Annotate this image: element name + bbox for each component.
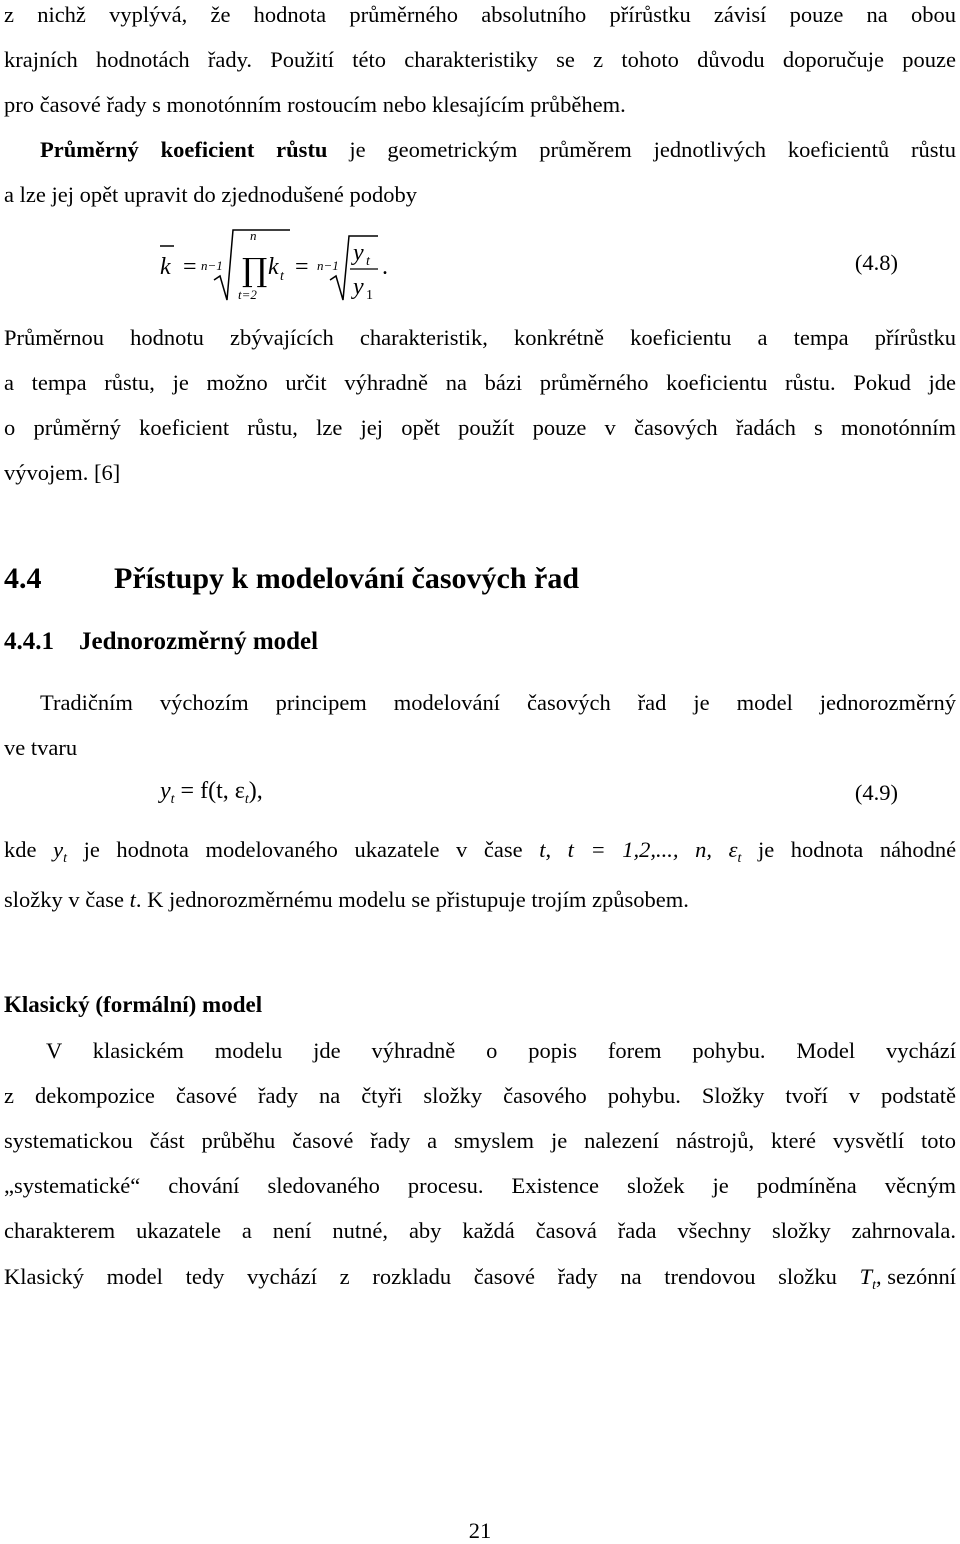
- text-line: pro časové řady s monotónním rostoucím nebo klesajícím průběhem.: [4, 92, 626, 117]
- section-heading: [4, 561, 579, 597]
- equation-number: (4.9): [854, 780, 898, 805]
- text-line: z dekompozice časové řady na čtyři složky časového pohybu. Složky tvoří v podstatě: [4, 1083, 956, 1108]
- text-span: , sezónní: [876, 1264, 957, 1289]
- subsection-number: 4.4.1: [4, 628, 54, 655]
- subscript-t: t: [244, 792, 249, 807]
- text-line: z nichž vyplývá, že hodnota průměrného absolutního přírůstku závisí pouze na obou: [4, 2, 956, 27]
- text-line: V klasickém modelu jde výhradně o popis forem pohybu. Model vychází: [46, 1038, 956, 1063]
- text-line: Průměrnou hodnotu zbývajících charakteristik, konkrétně koeficientu a tempa přírůstku: [4, 325, 956, 350]
- T-symbol: T: [859, 1264, 873, 1289]
- equation-4-9: [160, 778, 263, 808]
- y-symbol: y: [53, 837, 64, 862]
- text-line: ve tvaru: [4, 735, 78, 760]
- text-line: [4, 885, 956, 915]
- epsilon-t-inline: [729, 835, 742, 874]
- t-definition: t = 1,2,..., n,: [567, 837, 712, 862]
- text-span: . K jednorozměrnému modelu se přistupuje trojím způsobem.: [135, 887, 689, 912]
- t-symbol: t: [129, 887, 136, 912]
- text-span: je hodnota modelovaného ukazatele v čase: [83, 837, 523, 862]
- product-lower-limit: t=2: [238, 287, 257, 302]
- text-line: Tradičním výchozím principem modelování časových řad je model jednorozměrný: [40, 690, 956, 715]
- product-upper-limit: n: [250, 228, 257, 243]
- y-symbol: y: [160, 778, 171, 804]
- product-sign: ∏: [242, 251, 268, 289]
- equation-4-8: [150, 222, 410, 304]
- subscript-t: t: [280, 269, 284, 284]
- equation-close: ),: [248, 778, 263, 804]
- text-line: [4, 835, 956, 874]
- text-line: systematickou část průběhu časové řady a smyslem je nalezení nástrojů, které vysvětlí toto: [4, 1128, 956, 1153]
- y-1-symbol: y: [353, 274, 364, 300]
- t-symbol: t: [539, 837, 546, 862]
- section-title: Přístupy k modelování časových řad: [114, 562, 580, 595]
- T-t-inline: [860, 1262, 956, 1301]
- text-line: „systematické“ chování sledovaného procesu. Existence složek je podmíněna věcným: [4, 1173, 956, 1198]
- text-line: a tempa růstu, je možno určit výhradně na bázi průměrného koeficientu růstu. Pokud jde: [4, 370, 956, 395]
- epsilon-symbol: ε: [728, 837, 738, 862]
- text-span: ,: [545, 837, 552, 862]
- root-index: n−1: [201, 258, 223, 273]
- k-t-symbol: k: [268, 254, 279, 280]
- equation-number: (4.8): [854, 250, 898, 275]
- subscript-t: t: [737, 851, 742, 866]
- model-heading: Klasický (formální) model: [4, 992, 263, 1017]
- text-line: [40, 135, 956, 165]
- y-t-symbol: y: [353, 240, 364, 266]
- subscript-1: 1: [366, 288, 373, 303]
- equals-sign: =: [295, 254, 309, 280]
- text-span: Klasický model tedy vychází z rozkladu časové řady na trendovou složku: [4, 1264, 837, 1289]
- subscript-t: t: [366, 254, 370, 269]
- subscript-t: t: [872, 1278, 877, 1293]
- text-span: je geometrickým průměrem jednotlivých koeficientů růstu: [327, 137, 956, 162]
- equation-rhs: = f(t, ε: [180, 778, 245, 804]
- text-line: o průměrný koeficient růstu, lze jej opět použít pouze v časových řadách s monotónním: [4, 415, 956, 440]
- text-span: složky v čase: [4, 887, 124, 912]
- text-line: a lze jej opět upravit do zjednodušené podoby: [4, 182, 417, 207]
- subsection-title: Jednorozměrný model: [79, 628, 319, 655]
- text-line: vývojem. [6]: [4, 460, 121, 485]
- subscript-t: t: [170, 792, 175, 807]
- subscript-t: t: [63, 851, 67, 866]
- text-span: kde: [4, 837, 37, 862]
- text-span: je hodnota náhodné: [757, 837, 957, 862]
- period: .: [382, 254, 388, 280]
- term-average-growth-coefficient: Průměrný koeficient růstu: [40, 137, 328, 162]
- subsection-heading: [4, 627, 318, 657]
- text-line: charakterem ukazatele a není nutné, aby každá časová řada všechny složky zahrnovala.: [4, 1218, 956, 1243]
- k-symbol: k: [160, 254, 171, 280]
- section-number: 4.4: [4, 562, 42, 595]
- root-index: n−1: [317, 258, 339, 273]
- page-number: 21: [468, 1518, 492, 1543]
- y-t-inline: [53, 835, 67, 874]
- text-line: [4, 1262, 956, 1301]
- text-line: krajních hodnotách řady. Použití této charakteristiky se z tohoto důvodu doporučuje pouze: [4, 47, 956, 72]
- equals-sign: =: [183, 254, 197, 280]
